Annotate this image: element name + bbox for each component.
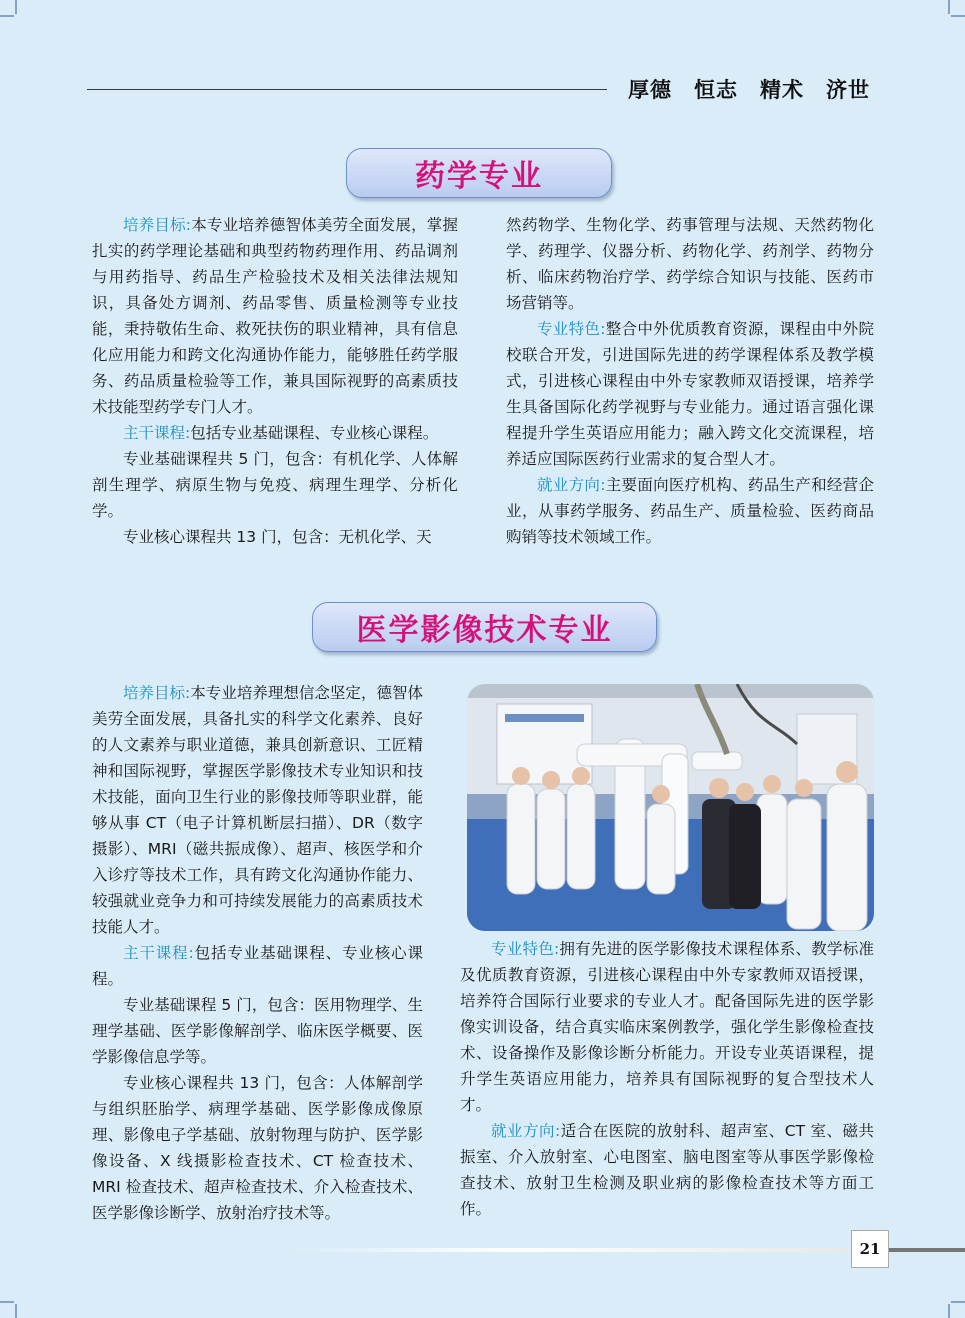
school-motto (628, 74, 870, 104)
imaging-title: 医学影像技术专业 (356, 613, 613, 648)
paragraph-text: 专业核心课程共 13 门，包含：人体解剖学与组织胚胎学、病理学基础、医学影像成像原理、影像电子学基础、放射物理与防护、医学影像设备、X 线摄影检查技术、CT 检查技术、MRI 检查技术、超声检查技术、介入检查技术、医学影像诊断学、放射治疗技术等。 (92, 1074, 423, 1222)
motto-word: 厚德 (628, 78, 672, 102)
paragraph-text: 包括专业基础课程、专业核心课程。 (190, 424, 439, 442)
pharmacy-left-column (92, 212, 458, 550)
pharmacy-right-column (506, 212, 874, 550)
paragraph (92, 992, 423, 1070)
imaging-right-column (460, 936, 874, 1222)
paragraph-text: 拥有先进的医学影像技术课程体系、教学标准及优质教育资源，引进核心课程由中外专家教师双语授课，培养符合国际行业要求的专业人才。配备国际先进的医学影像实训设备，结合真实临床案例教学，强化学生影像检查技术、设备操作及影像诊断分析能力。开设专业英语课程，提升学生英语应用能力，培养具有国际视野的复合型技术人才。 (460, 940, 874, 1114)
imaging-lab-photo (467, 684, 874, 931)
paragraph-text: 然药物学、生物化学、药事管理与法规、天然药物化学、药理学、仪器分析、药物化学、药剂学、药物分析、临床药物治疗学、药学综合知识与技能、医药市场营销等。 (506, 216, 874, 312)
paragraph (92, 1070, 423, 1226)
paragraph (92, 420, 458, 446)
section-label: 主干课程: (123, 944, 194, 962)
paragraph-text: 本专业培养理想信念坚定，德智体美劳全面发展，具备扎实的科学文化素养、良好的人文素养与职业道德，兼具创新意识、工匠精神和国际视野，掌握医学影像技术专业知识和技术技能，面向卫生行业的影像技师等职业群，能够从事 CT（电子计算机断层扫描）、DR（数字摄影）、MRI（磁共振成像）、超声、核医学和介入诊疗等技术工作，具有跨文化沟通协作能力、较强就业竞争力和可持续发展能力的高素质技术技能人才。 (92, 684, 423, 936)
paragraph-text: 专业基础课程 5 门，包含：医用物理学、生理学基础、医学影像解剖学、临床医学概要、医学影像信息学等。 (92, 996, 423, 1066)
motto-word: 济世 (826, 78, 870, 102)
paragraph-text: 包括专业基础课程、专业核心课程。 (92, 944, 423, 988)
motto-word: 精术 (760, 78, 804, 102)
pharmacy-title: 药学专业 (415, 159, 543, 194)
section-label: 培养目标: (123, 684, 191, 702)
section-label: 培养目标: (123, 216, 192, 234)
section-label: 就业方向: (491, 1122, 561, 1140)
paragraph (506, 212, 874, 316)
paragraph-text: 专业基础课程共 5 门，包含：有机化学、人体解剖生理学、病原生物与免疫、病理生理学、分析化学。 (92, 450, 458, 520)
paragraph (92, 446, 458, 524)
paragraph (92, 940, 423, 992)
paragraph-text: 本专业培养德智体美劳全面发展，掌握扎实的药学理论基础和典型药物药理作用、药品调剂与用药指导、药品生产检验技术及相关法律法规知识，具备处方调剂、药品零售、质量检测等专业技能，秉持敬佑生命、救死扶伤的职业精神，具有信息化应用能力和跨文化沟通协作能力，能够胜任药学服务、药品质量检验等工作，兼具国际视野的高素质技术技能型药学专门人才。 (92, 216, 458, 416)
section-label: 就业方向: (537, 476, 606, 494)
section-label: 专业特色: (491, 940, 560, 958)
paragraph-text: 适合在医院的放射科、超声室、CT 室、磁共振室、介入放射室、心电图室、脑电图室等从事医学影像检查技术、放射卫生检测及职业病的影像检查技术等方面工作。 (460, 1122, 874, 1218)
paragraph (506, 316, 874, 472)
paragraph (460, 936, 874, 1118)
paragraph-text: 整合中外优质教育资源，课程由中外院校联合开发，引进国际先进的药学课程体系及教学模式，引进核心课程由中外专家教师双语授课，培养学生具备国际化药学视野与专业能力。通过语言强化课程提升学生英语应用能力；融入跨文化交流课程，培养适应国际医药行业需求的复合型人才。 (506, 320, 874, 468)
footer-rule-right (888, 1248, 965, 1252)
paragraph (92, 212, 458, 420)
paragraph (92, 524, 458, 550)
pharmacy-title-banner (346, 148, 612, 198)
page-number: 21 (851, 1230, 889, 1268)
footer-rule (285, 1248, 850, 1252)
motto-word: 恒志 (694, 78, 738, 102)
section-label: 专业特色: (537, 320, 606, 338)
imaging-title-banner (312, 602, 657, 652)
paragraph (92, 680, 423, 940)
paragraph-text: 专业核心课程共 13 门，包含：无机化学、天 (123, 528, 432, 546)
header-rule (87, 89, 607, 90)
imaging-left-column (92, 680, 423, 1226)
paragraph (506, 472, 874, 550)
paragraph (460, 1118, 874, 1222)
paragraph-text: 主要面向医疗机构、药品生产和经营企业，从事药学服务、药品生产、质量检验、医药商品购销等技术领域工作。 (506, 476, 874, 546)
section-label: 主干课程: (123, 424, 191, 442)
